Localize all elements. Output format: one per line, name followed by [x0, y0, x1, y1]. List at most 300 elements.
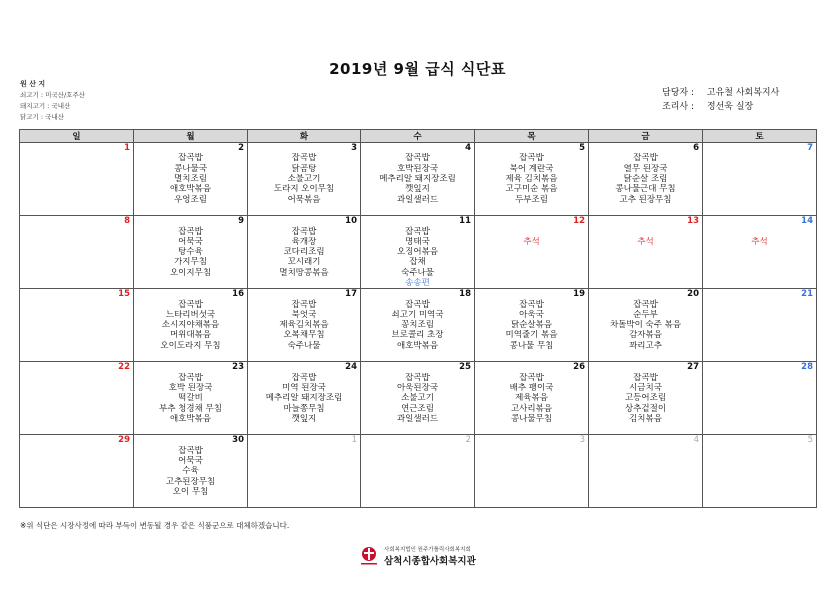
menu-item [703, 164, 817, 174]
menu-item: 잡곡밥 [361, 299, 475, 309]
menu-item: 고추 된장무침 [589, 194, 703, 204]
menu-item: 잡곡밥 [589, 299, 703, 309]
menu-item [361, 466, 475, 476]
menu-item [361, 477, 475, 487]
date-number: 29 [20, 435, 134, 446]
menu-item: 차돌박이 숙주 볶음 [589, 320, 703, 330]
menu-item: 부추 청경채 무침 [134, 403, 248, 413]
date-number: 30 [134, 435, 248, 446]
date-number: 11 [361, 216, 475, 227]
menu-item [475, 424, 589, 435]
menu-item: 떡갈비 [134, 393, 248, 403]
menu-row [20, 226, 817, 236]
menu-item [248, 497, 361, 508]
menu-item: 열무 된장국 [589, 164, 703, 174]
staff-cook [662, 100, 779, 114]
menu-item [703, 205, 817, 216]
origin-heading: 원 산 지 [20, 80, 46, 88]
menu-item [20, 456, 134, 466]
menu-item [20, 310, 134, 320]
menu-item [703, 299, 817, 309]
menu-item: 잡곡밥 [248, 299, 361, 309]
menu-item: 감자볶음 [589, 330, 703, 340]
menu-item [703, 393, 817, 403]
menu-item [20, 164, 134, 174]
menu-row [20, 446, 817, 456]
menu-item [248, 424, 361, 435]
date-number: 4 [589, 435, 703, 446]
staff-info [662, 86, 779, 114]
menu-item [589, 205, 703, 216]
menu-item [20, 247, 134, 257]
staff-cook-value: 정선욱 실장 [706, 102, 754, 112]
menu-calendar [19, 129, 817, 508]
menu-item [20, 383, 134, 393]
menu-item [703, 278, 817, 289]
menu-item: 머위대볶음 [134, 330, 248, 340]
menu-row [20, 278, 817, 289]
menu-item: 오징어볶음 [361, 247, 475, 257]
date-number: 1 [248, 435, 361, 446]
menu-item: 육개장 [248, 237, 361, 247]
menu-item [20, 497, 134, 508]
menu-item [20, 393, 134, 403]
menu-item: 배추 팽이국 [475, 383, 589, 393]
menu-item [475, 205, 589, 216]
weekday-2: 화 [248, 130, 361, 143]
menu-item: 고구미순 볶음 [475, 184, 589, 194]
menu-item [589, 497, 703, 508]
menu-item: 잡곡밥 [248, 226, 361, 236]
date-number: 21 [703, 289, 817, 300]
menu-item: 잡곡밥 [248, 153, 361, 163]
menu-item [248, 351, 361, 362]
menu-item [589, 456, 703, 466]
menu-item: 깻잎지 [361, 184, 475, 194]
weekday-3: 수 [361, 130, 475, 143]
menu-item [20, 184, 134, 194]
menu-item [20, 424, 134, 435]
origin-pork: 돼지고기 : 국내산 [20, 102, 71, 110]
menu-item [589, 247, 703, 257]
menu-item [20, 477, 134, 487]
menu-item: 잡곡밥 [134, 153, 248, 163]
weekday-1: 월 [134, 130, 248, 143]
menu-item: 추석 [589, 237, 703, 247]
menu-row [20, 257, 817, 267]
date-number: 12 [475, 216, 589, 227]
menu-item: 두부조림 [475, 194, 589, 204]
menu-item: 잡곡밥 [475, 299, 589, 309]
menu-row [20, 299, 817, 309]
menu-item: 소시지야채볶음 [134, 320, 248, 330]
menu-item [20, 268, 134, 278]
menu-item: 송송편 [361, 278, 475, 289]
date-number: 8 [20, 216, 134, 227]
menu-item: 과일샐러드 [361, 194, 475, 204]
menu-item: 시금치국 [589, 383, 703, 393]
menu-item [475, 257, 589, 267]
menu-item: 멸치조림 [134, 174, 248, 184]
menu-item [475, 466, 589, 476]
menu-item [20, 446, 134, 456]
menu-item: 잡곡밥 [589, 373, 703, 383]
menu-item: 명태국 [361, 237, 475, 247]
menu-item: 어묵국 [134, 237, 248, 247]
week-2-dates [20, 216, 817, 227]
menu-item: 추석 [703, 237, 817, 247]
menu-item: 콩나물 무침 [475, 341, 589, 351]
menu-row [20, 456, 817, 466]
menu-item: 애호박볶음 [134, 414, 248, 424]
menu-item [589, 487, 703, 497]
menu-item [20, 351, 134, 362]
menu-item: 잡곡밥 [134, 226, 248, 236]
weekday-5: 금 [589, 130, 703, 143]
menu-item [248, 456, 361, 466]
menu-item [361, 446, 475, 456]
menu-item [361, 351, 475, 362]
menu-row [20, 466, 817, 476]
date-number: 9 [134, 216, 248, 227]
menu-row [20, 194, 817, 204]
menu-item: 어묵볶음 [248, 194, 361, 204]
menu-row [20, 205, 817, 216]
menu-item: 도라지 오이무침 [248, 184, 361, 194]
staff-manager [662, 86, 779, 100]
menu-item [20, 466, 134, 476]
menu-item [703, 268, 817, 278]
menu-item: 콩나물근대 무침 [589, 184, 703, 194]
menu-item [361, 487, 475, 497]
menu-row [20, 174, 817, 184]
menu-item [20, 153, 134, 163]
menu-item: 잡곡밥 [589, 153, 703, 163]
menu-row [20, 373, 817, 383]
menu-item [475, 226, 589, 236]
menu-item [248, 205, 361, 216]
menu-item [20, 414, 134, 424]
menu-row [20, 237, 817, 247]
menu-item: 닭곰탕 [248, 164, 361, 174]
menu-item: 아욱된장국 [361, 383, 475, 393]
menu-item: 꽁치조림 [361, 320, 475, 330]
date-number: 23 [134, 362, 248, 373]
menu-item [20, 487, 134, 497]
cross-logo-icon [358, 545, 380, 567]
menu-item [703, 174, 817, 184]
menu-item: 미역 된장국 [248, 383, 361, 393]
menu-item [475, 477, 589, 487]
menu-item: 고사리볶음 [475, 403, 589, 413]
menu-item [703, 320, 817, 330]
menu-item: 꼬시래기 [248, 257, 361, 267]
menu-item [248, 446, 361, 456]
week-4-dates [20, 362, 817, 373]
date-number: 5 [475, 143, 589, 154]
menu-item [20, 299, 134, 309]
menu-row [20, 383, 817, 393]
date-number: 20 [589, 289, 703, 300]
menu-item: 닭순살볶음 [475, 320, 589, 330]
menu-row [20, 497, 817, 508]
menu-item: 가지무침 [134, 257, 248, 267]
menu-item [703, 497, 817, 508]
menu-item [134, 351, 248, 362]
menu-item [134, 424, 248, 435]
menu-item [703, 487, 817, 497]
menu-item: 애호박볶음 [134, 184, 248, 194]
date-number: 26 [475, 362, 589, 373]
menu-item [20, 237, 134, 247]
menu-item [20, 194, 134, 204]
menu-item [20, 330, 134, 340]
menu-item: 어묵국 [134, 456, 248, 466]
menu-item [134, 497, 248, 508]
menu-item: 순두부 [589, 310, 703, 320]
staff-manager-label: 담당자 : [662, 88, 694, 98]
menu-item [589, 268, 703, 278]
weekday-6: 토 [703, 130, 817, 143]
staff-manager-value: 고유철 사회복지사 [706, 88, 780, 98]
date-number: 7 [703, 143, 817, 154]
menu-item: 브로콜리 초장 [361, 330, 475, 340]
menu-item [475, 497, 589, 508]
menu-item [248, 278, 361, 289]
date-number: 27 [589, 362, 703, 373]
menu-item [703, 184, 817, 194]
menu-item: 수육 [134, 466, 248, 476]
date-number: 22 [20, 362, 134, 373]
menu-row [20, 351, 817, 362]
menu-item [703, 257, 817, 267]
menu-item [703, 341, 817, 351]
menu-item [248, 487, 361, 497]
logo-subtitle: 사회복지법인 원주가톨릭사회복지회 [384, 547, 471, 553]
menu-item [703, 194, 817, 204]
menu-row [20, 477, 817, 487]
menu-item: 깻잎지 [248, 414, 361, 424]
menu-row [20, 310, 817, 320]
origin-info [20, 79, 85, 123]
menu-item [703, 351, 817, 362]
menu-row [20, 164, 817, 174]
menu-item [20, 174, 134, 184]
date-number: 16 [134, 289, 248, 300]
date-number: 19 [475, 289, 589, 300]
menu-item [20, 257, 134, 267]
menu-item [475, 446, 589, 456]
menu-item [703, 226, 817, 236]
menu-row [20, 393, 817, 403]
menu-item [589, 466, 703, 476]
menu-item: 오복채무침 [248, 330, 361, 340]
menu-item [20, 403, 134, 413]
menu-item: 고등어조림 [589, 393, 703, 403]
date-number: 4 [361, 143, 475, 154]
menu-item: 코다리조림 [248, 247, 361, 257]
menu-item: 소불고기 [248, 174, 361, 184]
menu-row [20, 403, 817, 413]
menu-item [589, 257, 703, 267]
menu-item [703, 446, 817, 456]
menu-item: 북엇국 [248, 310, 361, 320]
page-title: 2019년 9월 급식 식단표 [329, 60, 506, 78]
menu-item [248, 477, 361, 487]
date-number: 24 [248, 362, 361, 373]
menu-item: 닭순살 조림 [589, 174, 703, 184]
week-5-dates [20, 435, 817, 446]
menu-item: 쇠고기 미역국 [361, 310, 475, 320]
menu-item [134, 278, 248, 289]
menu-row [20, 424, 817, 435]
menu-item [703, 466, 817, 476]
menu-item [361, 497, 475, 508]
menu-item: 호박된장국 [361, 164, 475, 174]
menu-item: 미역줄기 볶음 [475, 330, 589, 340]
menu-item: 마늘쫑무침 [248, 403, 361, 413]
menu-item [589, 278, 703, 289]
menu-item [20, 278, 134, 289]
menu-item: 오이지무침 [134, 268, 248, 278]
origin-chicken: 닭고기 : 국내산 [20, 113, 64, 121]
date-number: 2 [134, 143, 248, 154]
menu-row [20, 184, 817, 194]
menu-item [703, 383, 817, 393]
menu-item: 김치볶음 [589, 414, 703, 424]
menu-item [589, 351, 703, 362]
date-number: 10 [248, 216, 361, 227]
week-1-dates [20, 143, 817, 154]
date-number: 3 [248, 143, 361, 154]
menu-item [703, 403, 817, 413]
menu-item: 북어 계란국 [475, 164, 589, 174]
menu-item [589, 446, 703, 456]
date-number: 28 [703, 362, 817, 373]
menu-item: 숙주나물 [361, 268, 475, 278]
menu-item: 콩나물국 [134, 164, 248, 174]
menu-item [475, 456, 589, 466]
menu-item: 잡곡밥 [361, 373, 475, 383]
menu-row [20, 487, 817, 497]
menu-item: 느타리버섯국 [134, 310, 248, 320]
menu-item: 오이 무침 [134, 487, 248, 497]
menu-item [361, 456, 475, 466]
menu-row [20, 330, 817, 340]
menu-item: 연근조림 [361, 403, 475, 413]
origin-beef: 쇠고기 : 미국산/호주산 [20, 91, 86, 99]
menu-item: 꽈리고추 [589, 341, 703, 351]
menu-item: 제육 김치볶음 [475, 174, 589, 184]
menu-item: 오이도라지 무침 [134, 341, 248, 351]
menu-item: 콩나물무침 [475, 414, 589, 424]
logo-name: 삼척시종합사회복지관 [384, 556, 476, 567]
date-number: 3 [475, 435, 589, 446]
menu-row [20, 268, 817, 278]
menu-row [20, 414, 817, 424]
menu-item [475, 247, 589, 257]
menu-item: 제육볶음 [475, 393, 589, 403]
menu-item [20, 373, 134, 383]
menu-row [20, 341, 817, 351]
organization-logo [358, 545, 476, 567]
menu-item: 추석 [475, 237, 589, 247]
menu-item [589, 477, 703, 487]
menu-item [248, 466, 361, 476]
menu-item: 숙주나물 [248, 341, 361, 351]
date-number: 14 [703, 216, 817, 227]
menu-item: 잡곡밥 [475, 373, 589, 383]
date-number: 2 [361, 435, 475, 446]
menu-item: 잡채 [361, 257, 475, 267]
menu-item [20, 205, 134, 216]
menu-item [703, 373, 817, 383]
menu-item: 잡곡밥 [134, 446, 248, 456]
menu-item [703, 310, 817, 320]
date-number: 6 [589, 143, 703, 154]
menu-item [703, 153, 817, 163]
menu-item [703, 414, 817, 424]
date-number: 18 [361, 289, 475, 300]
menu-item: 메추리알 돼지장조림 [248, 393, 361, 403]
menu-item: 메추리알 돼지장조림 [361, 174, 475, 184]
menu-item [20, 341, 134, 351]
date-number: 5 [703, 435, 817, 446]
menu-item [703, 247, 817, 257]
menu-item: 애호박볶음 [361, 341, 475, 351]
menu-item [589, 226, 703, 236]
menu-item [134, 205, 248, 216]
menu-item: 과일샐러드 [361, 414, 475, 424]
menu-row [20, 247, 817, 257]
menu-item [361, 205, 475, 216]
menu-item: 잡곡밥 [248, 373, 361, 383]
staff-cook-label: 조리사 : [662, 102, 694, 112]
menu-item [589, 424, 703, 435]
menu-item: 멸치땅콩볶음 [248, 268, 361, 278]
menu-item: 고추된장무침 [134, 477, 248, 487]
footnote: ※위 식단은 시장사정에 따라 부득이 변동될 경우 같은 식품군으로 대체하겠습니다. [20, 521, 290, 530]
date-number: 13 [589, 216, 703, 227]
date-number: 25 [361, 362, 475, 373]
date-number: 1 [20, 143, 134, 154]
menu-item [475, 268, 589, 278]
menu-item [703, 424, 817, 435]
menu-item [361, 424, 475, 435]
menu-item: 잡곡밥 [361, 153, 475, 163]
week-3-dates [20, 289, 817, 300]
menu-item [703, 456, 817, 466]
menu-item [475, 351, 589, 362]
menu-item [703, 330, 817, 340]
weekday-0: 일 [20, 130, 134, 143]
menu-item [475, 278, 589, 289]
weekday-header [20, 130, 817, 143]
menu-item [20, 226, 134, 236]
menu-row [20, 153, 817, 163]
menu-item: 상추겉절이 [589, 403, 703, 413]
menu-item [475, 487, 589, 497]
menu-item [703, 477, 817, 487]
menu-item: 탕수육 [134, 247, 248, 257]
menu-item: 잡곡밥 [134, 299, 248, 309]
menu-item: 잡곡밥 [134, 373, 248, 383]
menu-item: 소불고기 [361, 393, 475, 403]
menu-item: 아욱국 [475, 310, 589, 320]
date-number: 17 [248, 289, 361, 300]
menu-item: 잡곡밥 [475, 153, 589, 163]
menu-item: 우엉조림 [134, 194, 248, 204]
